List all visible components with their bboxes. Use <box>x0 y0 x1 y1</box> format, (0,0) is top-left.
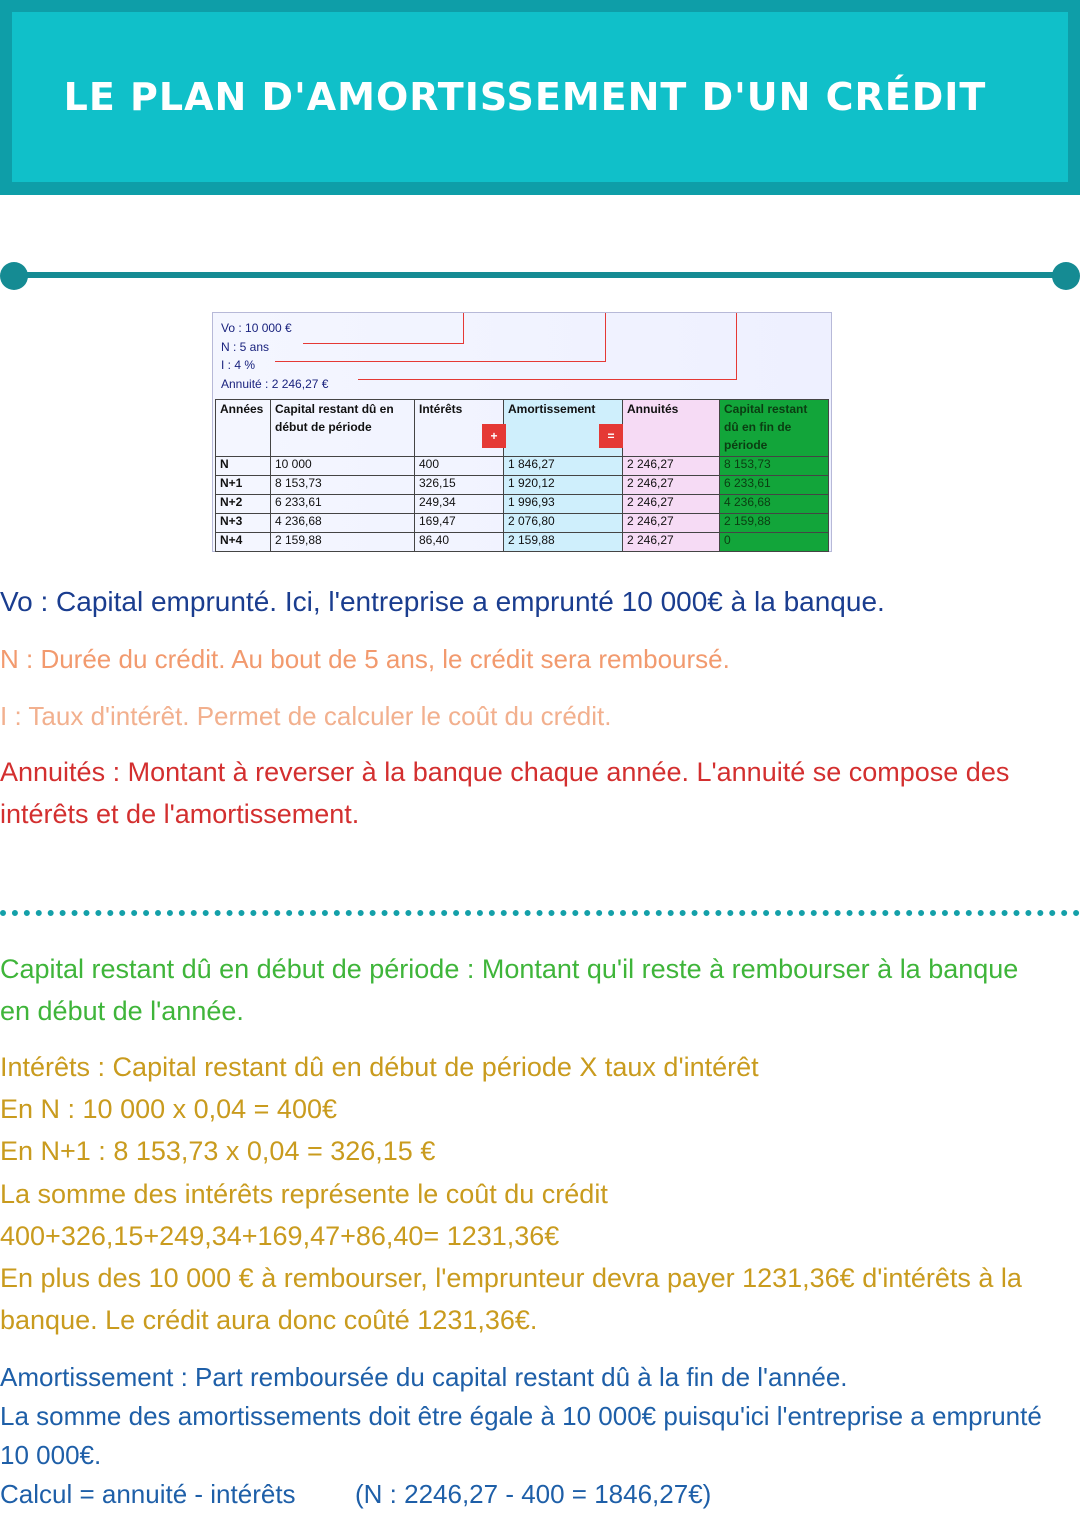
cell-capital-debut: 2 159,88 <box>271 533 415 552</box>
cell-annee: N+2 <box>216 495 271 514</box>
table-row <box>216 476 829 495</box>
param-annuite: Annuité : 2 246,27 € <box>221 376 329 391</box>
table-row <box>216 495 829 514</box>
table-row <box>216 457 829 476</box>
cell-capital-fin: 6 233,61 <box>720 476 829 495</box>
interets-line-7: banque. Le crédit aura donc coûté 1231,36€. <box>0 1305 538 1335</box>
def-n: N : Durée du crédit. Au bout de 5 ans, le crédit sera remboursé. <box>0 644 730 674</box>
col-annees: Années <box>216 400 271 457</box>
table-row <box>216 514 829 533</box>
capital-line-1: Capital restant dû en début de période : Montant qu'il reste à rembourser à la banque <box>0 954 1019 984</box>
amortization-table-image <box>212 312 832 552</box>
header-panel <box>12 12 1068 182</box>
cell-annuite: 2 246,27 <box>623 514 720 533</box>
cell-capital-debut: 6 233,61 <box>271 495 415 514</box>
param-i: I : 4 % <box>221 358 256 372</box>
param-n: N : 5 ans <box>221 339 270 354</box>
interets-line-5: 400+326,15+249,34+169,47+86,40= 1231,36€ <box>0 1221 560 1251</box>
cell-capital-fin: 2 159,88 <box>720 514 829 533</box>
cell-interets: 249,34 <box>415 495 504 514</box>
interets-line-2: En N : 10 000 x 0,04 = 400€ <box>0 1094 337 1124</box>
def-annuites-2: intérêts et de l'amortissement. <box>0 799 360 829</box>
def-i: I : Taux d'intérêt. Permet de calculer le coût du crédit. <box>0 701 612 731</box>
col-annuites <box>607 400 720 457</box>
dotted-separator <box>0 910 1080 916</box>
cell-interets: 169,47 <box>415 514 504 533</box>
col-capital-debut: Capital restant dû en début de période <box>271 400 415 457</box>
col-annuites-label: Annuités <box>627 402 679 416</box>
interets-line-6: En plus des 10 000 € à rembourser, l'emprunteur devra payer 1231,36€ d'intérêts à la <box>0 1263 1022 1293</box>
amortissement-line-4a: Calcul = annuité - intérêts <box>0 1479 296 1509</box>
col-amortissement-label: Amortissement <box>508 402 596 416</box>
col-capital-fin: Capital restant dû en fin de période <box>720 400 829 457</box>
interets-line-3: En N+1 : 8 153,73 x 0,04 = 326,15 € <box>0 1136 436 1166</box>
table-body <box>216 457 829 552</box>
plus-sign: + <box>482 424 506 448</box>
cell-capital-fin: 8 153,73 <box>720 457 829 476</box>
cell-amortissement: 2 076,80 <box>504 514 623 533</box>
header-band <box>0 0 1080 195</box>
cell-amortissement: 1 920,12 <box>504 476 623 495</box>
amortization-table <box>215 399 829 552</box>
cell-capital-fin: 0 <box>720 533 829 552</box>
cell-capital-fin: 4 236,68 <box>720 495 829 514</box>
page-title: LE PLAN D'AMORTISSEMENT D'UN CRÉDIT <box>63 75 987 119</box>
capital-line-2: en début de l'année. <box>0 996 244 1026</box>
param-vo: Vo : 10 000 € <box>221 321 292 335</box>
table-header-row <box>216 400 829 457</box>
amortissement-line-1: Amortissement : Part remboursée du capital restant dû à la fin de l'année. <box>0 1362 848 1392</box>
equals-sign: = <box>599 424 623 448</box>
cell-annuite: 2 246,27 <box>623 495 720 514</box>
cell-annuite: 2 246,27 <box>623 476 720 495</box>
cell-annee: N+1 <box>216 476 271 495</box>
amortissement-line-4b: (N : 2246,27 - 400 = 1846,27€) <box>355 1479 712 1509</box>
interets-line-4: La somme des intérêts représente le coût du crédit <box>0 1179 608 1209</box>
cell-amortissement: 1 846,27 <box>504 457 623 476</box>
cell-annuite: 2 246,27 <box>623 533 720 552</box>
amortissement-line-3: 10 000€. <box>0 1440 102 1470</box>
cell-capital-debut: 8 153,73 <box>271 476 415 495</box>
cell-interets: 400 <box>415 457 504 476</box>
cell-annee: N <box>216 457 271 476</box>
divider-dot-right <box>1052 262 1080 290</box>
cell-capital-debut: 4 236,68 <box>271 514 415 533</box>
table-row <box>216 533 829 552</box>
def-annuites-1: Annuités : Montant à reverser à la banque chaque année. L'annuité se compose des <box>0 757 1010 787</box>
cell-amortissement: 1 996,93 <box>504 495 623 514</box>
cell-interets: 326,15 <box>415 476 504 495</box>
arrow-annuite <box>358 313 737 380</box>
def-vo: Vo : Capital emprunté. Ici, l'entreprise a emprunté 10 000€ à la banque. <box>0 586 885 617</box>
cell-annuite: 2 246,27 <box>623 457 720 476</box>
col-interets-label: Intérêts <box>419 402 463 416</box>
divider-dot-left <box>0 262 28 290</box>
cell-annee: N+3 <box>216 514 271 533</box>
cell-interets: 86,40 <box>415 533 504 552</box>
interets-line-1: Intérêts : Capital restant dû en début de période X taux d'intérêt <box>0 1052 759 1082</box>
amortissement-line-2: La somme des amortissements doit être égale à 10 000€ puisqu'ici l'entreprise a emprunté <box>0 1401 1042 1431</box>
section-divider <box>14 272 1066 278</box>
cell-amortissement: 2 159,88 <box>504 533 623 552</box>
cell-annee: N+4 <box>216 533 271 552</box>
cell-capital-debut: 10 000 <box>271 457 415 476</box>
